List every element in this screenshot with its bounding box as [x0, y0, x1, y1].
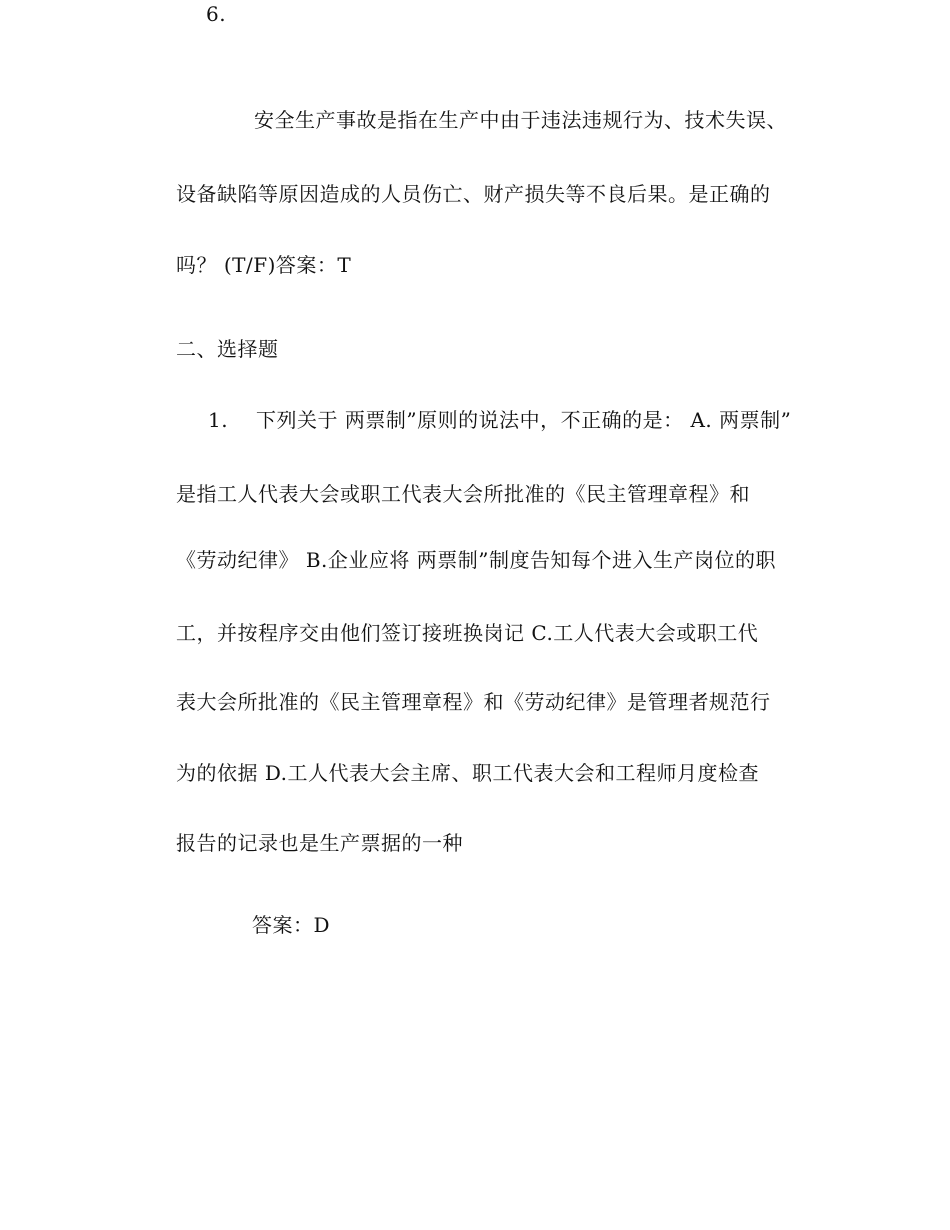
question-6-line-2: 设备缺陷等原因造成的人员伤亡、财产损失等不良后果。是正确的 — [176, 182, 771, 206]
question-6-line-1: 安全生产事故是指在生产中由于违法违规行为、技术失误、 — [254, 108, 787, 132]
section-title: 二、选择题 — [176, 337, 279, 361]
question-6-line-3: 吗？ (T/F)答案：T — [176, 253, 352, 277]
question-1-line-5: 表大会所批准的《民主管理章程》和《劳动纪律》是管理者规范行 — [176, 690, 771, 714]
question-1-line-3: 《劳动纪律》 B.企业应将 两票制”制度告知每个进入生产岗位的职 — [176, 548, 776, 572]
question-1-line-4: 工，并按程序交由他们签订接班换岗记 C.工人代表大会或职工代 — [176, 621, 759, 645]
question-1-line-6: 为的依据 D.工人代表大会主席、职工代表大会和工程师月度检查 — [176, 761, 760, 785]
question-1-line-7: 报告的记录也是生产票据的一种 — [176, 831, 463, 855]
question-1-line-1: 下列关于 两票制”原则的说法中，不正确的是： A. 两票制” — [256, 408, 792, 432]
question-1-number: 1. — [208, 408, 229, 432]
question-1-answer: 答案：D — [252, 913, 331, 937]
question-1-line-2: 是指工人代表大会或职工代表大会所批准的《民主管理章程》和 — [176, 482, 750, 506]
question-6-number: 6. — [206, 2, 227, 26]
